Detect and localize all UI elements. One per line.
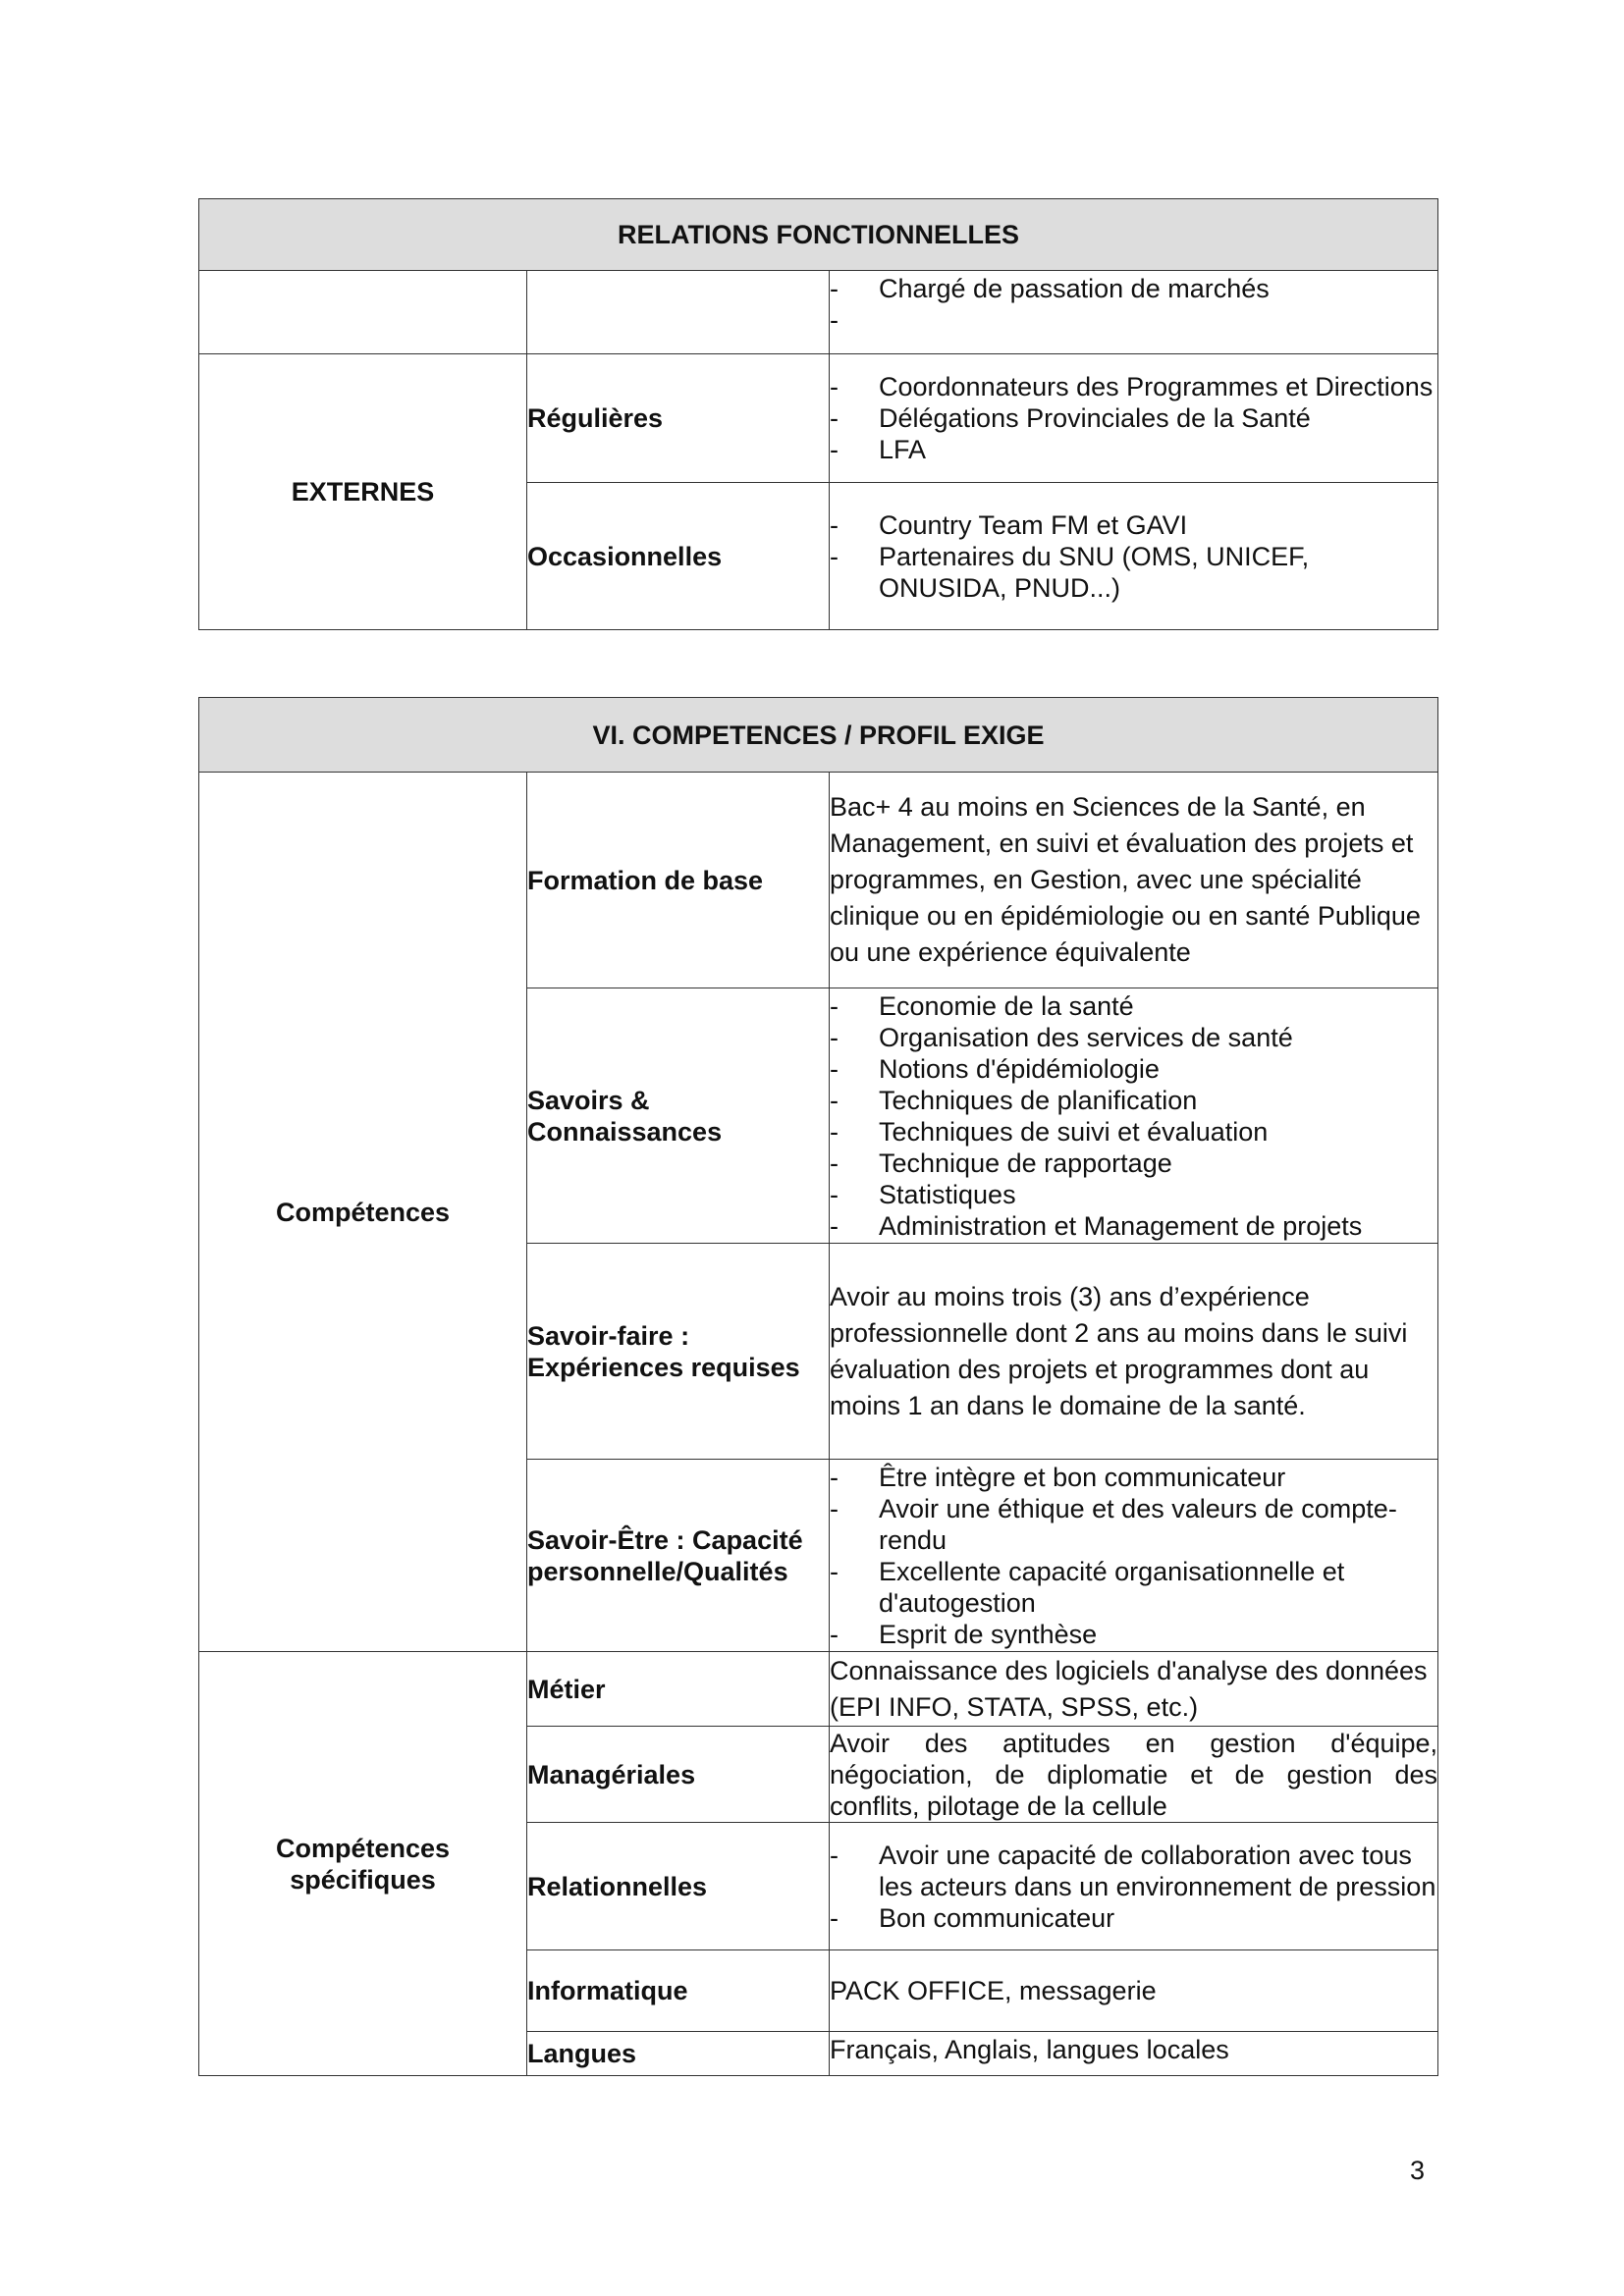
savoir-etre-label: Savoir-Être : Capacité personnelle/Qualités (527, 1460, 830, 1652)
savoir-faire-content (830, 1244, 1438, 1460)
competences-header: VI. COMPETENCES / PROFIL EXIGE (199, 698, 1438, 773)
metier-text: Connaissance des logiciels d'analyse des données (EPI INFO, STATA, SPSS, etc.) (830, 1655, 1428, 1722)
list-item: - Notions d'épidémiologie (830, 1053, 1160, 1084)
list-item: - Esprit de synthèse (830, 1619, 1098, 1649)
list-item: - Statistiques (830, 1179, 1016, 1209)
list-item: - Avoir une éthique et des valeurs de compte-rendu (830, 1493, 1397, 1555)
competences-group-label: Compétences (199, 773, 527, 1652)
externes-label: EXTERNES (199, 354, 527, 630)
savoir-faire-label: Savoir-faire : Expériences requises (527, 1244, 830, 1460)
manageriales-content (830, 1727, 1438, 1823)
informatique-text: PACK OFFICE, messagerie (830, 1975, 1157, 2005)
formation-text: Bac+ 4 au moins en Sciences de la Santé, en Management, en suivi et évaluation des projets et programmes, en Gestion, avec une spécialité clinique ou en épidémiologie ou en santé Publique ou une expérience équivalente (830, 792, 1421, 967)
list-item: - Chargé de passation de marchés (830, 274, 1270, 303)
list-item: - Economie de la santé (830, 990, 1134, 1021)
savoirs-label: Savoirs & Connaissances (527, 988, 830, 1244)
first-row-list: - Chargé de passation de marchés - (830, 273, 1437, 304)
informatique-label: Informatique (527, 1950, 830, 2032)
list-item: - Coordonnateurs des Programmes et Directions (830, 372, 1434, 401)
list-item: - Country Team FM et GAVI (830, 509, 1188, 540)
formation-content (830, 773, 1438, 988)
langues-content (830, 2032, 1438, 2076)
list-item: - Être intègre et bon communicateur (830, 1462, 1286, 1492)
savoirs-content (830, 988, 1438, 1244)
list-item: - Avoir une capacité de collaboration avec tous les acteurs dans un environnement de pression (830, 1840, 1436, 1901)
list-item: - Organisation des services de santé (830, 1022, 1293, 1052)
first-row-content (830, 271, 1438, 354)
relationnelles-label: Relationnelles (527, 1823, 830, 1950)
occasionnelles-label: Occasionnelles (527, 483, 830, 630)
savoir-etre-content (830, 1460, 1438, 1652)
list-item: - Délégations Provinciales de la Santé (830, 403, 1311, 433)
list-item: - Partenaires du SNU (OMS, UNICEF, ONUSIDA, PNUD...) (830, 541, 1310, 603)
relations-header: RELATIONS FONCTIONNELLES (199, 199, 1438, 271)
list-item: - Administration et Management de projets (830, 1210, 1363, 1241)
metier-label: Métier (527, 1652, 830, 1727)
list-item: - Excellente capacité organisationnelle et d'autogestion (830, 1556, 1345, 1618)
relationnelles-list (830, 1840, 1437, 1934)
empty-cell (527, 271, 830, 354)
langues-text: Français, Anglais, langues locales (830, 2035, 1229, 2064)
occasionnelles-content (830, 483, 1438, 630)
regulieres-label: Régulières (527, 354, 830, 483)
regulieres-list (830, 371, 1437, 465)
empty-cell (199, 271, 527, 354)
formation-label: Formation de base (527, 773, 830, 988)
regulieres-content (830, 354, 1438, 483)
page-number: 3 (1410, 2156, 1426, 2185)
occasionnelles-list (830, 509, 1437, 604)
list-item: - Technique de rapportage (830, 1148, 1172, 1178)
list-item: - Techniques de suivi et évaluation (830, 1116, 1269, 1147)
metier-content (830, 1652, 1438, 1727)
relations-table (198, 198, 1438, 630)
langues-label: Langues (527, 2032, 830, 2076)
manageriales-text: Avoir des aptitudes en gestion d'équipe, négociation, de diplomatie et de gestion des conflits, pilotage de la cellule (830, 1728, 1438, 1821)
list-item: - Techniques de planification (830, 1085, 1198, 1115)
informatique-content (830, 1950, 1438, 2032)
savoir-etre-list (830, 1462, 1437, 1650)
list-item: - LFA (830, 435, 927, 464)
savoir-faire-text: Avoir au moins trois (3) ans d’expérience professionnelle dont 2 ans au moins dans le suivi évaluation des projets et programmes dont au moins 1 an dans le domaine de la santé. (830, 1281, 1408, 1420)
savoirs-list (830, 990, 1437, 1242)
list-item: - Bon communicateur (830, 1902, 1115, 1933)
relationnelles-content (830, 1823, 1438, 1950)
competences-specifiques-label: Compétences spécifiques (199, 1652, 527, 2076)
manageriales-label: Managériales (527, 1727, 830, 1823)
competences-table (198, 697, 1438, 2076)
